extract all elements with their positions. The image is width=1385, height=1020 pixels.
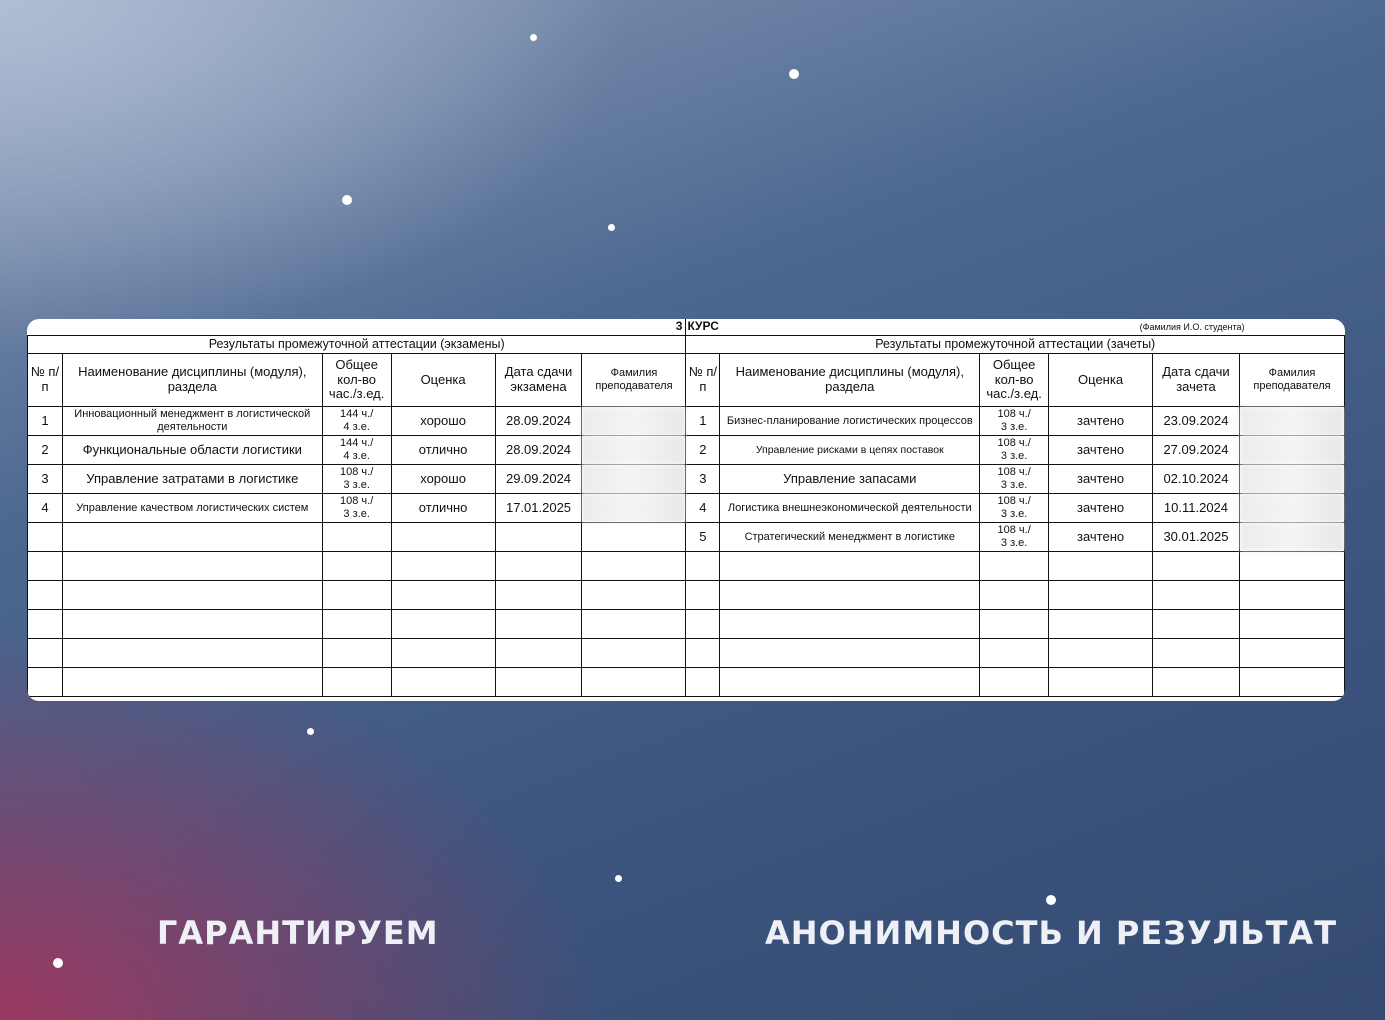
exam-grade: хорошо: [391, 465, 495, 494]
teacher-name-redacted: [1239, 436, 1344, 465]
decorative-dot: [1046, 895, 1056, 905]
credit-hours: 108 ч./ 3 з.е.: [980, 494, 1049, 523]
exam-hours: 144 ч./ 4 з.е.: [322, 436, 391, 465]
exam-date: 29.09.2024: [495, 465, 582, 494]
credit-num: 1: [686, 407, 720, 436]
empty-row: [28, 639, 1345, 668]
decorative-dot: [615, 875, 622, 882]
section-title-row: [28, 336, 1345, 354]
credit-name: Управление рисками в цепях поставок: [720, 436, 980, 465]
student-name-caption: (Фамилия И.О. студента): [980, 319, 1345, 336]
credit-num: 2: [686, 436, 720, 465]
col-header: Оценка: [391, 354, 495, 407]
decorative-dot: [608, 224, 615, 231]
exam-grade: хорошо: [391, 407, 495, 436]
exam-hours: 144 ч./ 4 з.е.: [322, 407, 391, 436]
teacher-name-redacted: [1239, 465, 1344, 494]
teacher-name-redacted: [582, 436, 686, 465]
col-header: № п/п: [28, 354, 63, 407]
table-row: [28, 523, 1345, 552]
teacher-name-redacted: [582, 494, 686, 523]
credit-name: Логистика внешнеэкономической деятельности: [720, 494, 980, 523]
col-header: Наименование дисциплины (модуля), раздела: [62, 354, 322, 407]
teacher-name-redacted: [1239, 494, 1344, 523]
credit-hours: 108 ч./ 3 з.е.: [980, 465, 1049, 494]
credit-grade: зачтено: [1049, 523, 1153, 552]
credit-date: 10.11.2024: [1153, 494, 1240, 523]
table-row: [28, 407, 1345, 436]
credit-name: Стратегический менеджмент в логистике: [720, 523, 980, 552]
table-row: [28, 494, 1345, 523]
decorative-dot: [307, 728, 314, 735]
col-header: Общее кол-во час./з.ед.: [980, 354, 1049, 407]
teacher-name-redacted: [582, 465, 686, 494]
grade-book-table: [27, 319, 1345, 697]
decorative-dot: [530, 34, 537, 41]
exam-hours: 108 ч./ 3 з.е.: [322, 494, 391, 523]
credit-grade: зачтено: [1049, 436, 1153, 465]
teacher-name-redacted: [1239, 407, 1344, 436]
credit-hours: 108 ч./ 3 з.е.: [980, 436, 1049, 465]
credit-grade: зачтено: [1049, 407, 1153, 436]
exam-date: 28.09.2024: [495, 436, 582, 465]
col-header: № п/п: [686, 354, 720, 407]
teacher-name-redacted: [1239, 523, 1344, 552]
col-header: Дата сдачи зачета: [1153, 354, 1240, 407]
col-header: Фамилия преподавателя: [1239, 354, 1344, 407]
course-row: [28, 319, 1345, 336]
col-header: Общее кол-во час./з.ед.: [322, 354, 391, 407]
col-header: Оценка: [1049, 354, 1153, 407]
credit-date: 30.01.2025: [1153, 523, 1240, 552]
credit-name: Управление запасами: [720, 465, 980, 494]
grade-book-card: [27, 319, 1345, 701]
credit-grade: зачтено: [1049, 465, 1153, 494]
empty-row: [28, 668, 1345, 697]
credit-hours: 108 ч./ 3 з.е.: [980, 523, 1049, 552]
exam-date: 28.09.2024: [495, 407, 582, 436]
course-label: КУРС: [686, 319, 980, 336]
col-header: Дата сдачи экзамена: [495, 354, 582, 407]
header-row: [28, 354, 1345, 407]
exam-date: 17.01.2025: [495, 494, 582, 523]
exam-name: Управление качеством логистических систем: [62, 494, 322, 523]
exams-section-title: Результаты промежуточной аттестации (экзамены): [28, 336, 686, 354]
exam-grade: отлично: [391, 494, 495, 523]
credit-grade: зачтено: [1049, 494, 1153, 523]
credits-section-title: Результаты промежуточной аттестации (зачеты): [686, 336, 1345, 354]
decorative-dot: [53, 958, 63, 968]
empty-row: [28, 581, 1345, 610]
exam-name: Инновационный менеджмент в логистической деятельности: [62, 407, 322, 436]
credit-date: 27.09.2024: [1153, 436, 1240, 465]
slogan-left: ГАРАНТИРУЕМ: [157, 914, 439, 952]
empty-row: [28, 552, 1345, 581]
col-header: Наименование дисциплины (модуля), раздела: [720, 354, 980, 407]
exam-name: Функциональные области логистики: [62, 436, 322, 465]
credit-date: 23.09.2024: [1153, 407, 1240, 436]
exam-name: Управление затратами в логистике: [62, 465, 322, 494]
col-header: Фамилия преподавателя: [582, 354, 686, 407]
credit-num: 4: [686, 494, 720, 523]
credit-num: 3: [686, 465, 720, 494]
exam-grade: отлично: [391, 436, 495, 465]
exam-num: 3: [28, 465, 63, 494]
exam-num: 4: [28, 494, 63, 523]
table-row: [28, 436, 1345, 465]
decorative-dot: [789, 69, 799, 79]
decorative-dot: [342, 195, 352, 205]
slogan-right: АНОНИМНОСТЬ И РЕЗУЛЬТАТ: [765, 914, 1338, 952]
exam-hours: 108 ч./ 3 з.е.: [322, 465, 391, 494]
empty-row: [28, 610, 1345, 639]
credit-name: Бизнес-планирование логистических процессов: [720, 407, 980, 436]
credit-date: 02.10.2024: [1153, 465, 1240, 494]
exam-num: 2: [28, 436, 63, 465]
exam-num: 1: [28, 407, 63, 436]
course-number: 3: [28, 319, 686, 336]
credit-hours: 108 ч./ 3 з.е.: [980, 407, 1049, 436]
credit-num: 5: [686, 523, 720, 552]
teacher-name-redacted: [582, 407, 686, 436]
table-row: [28, 465, 1345, 494]
